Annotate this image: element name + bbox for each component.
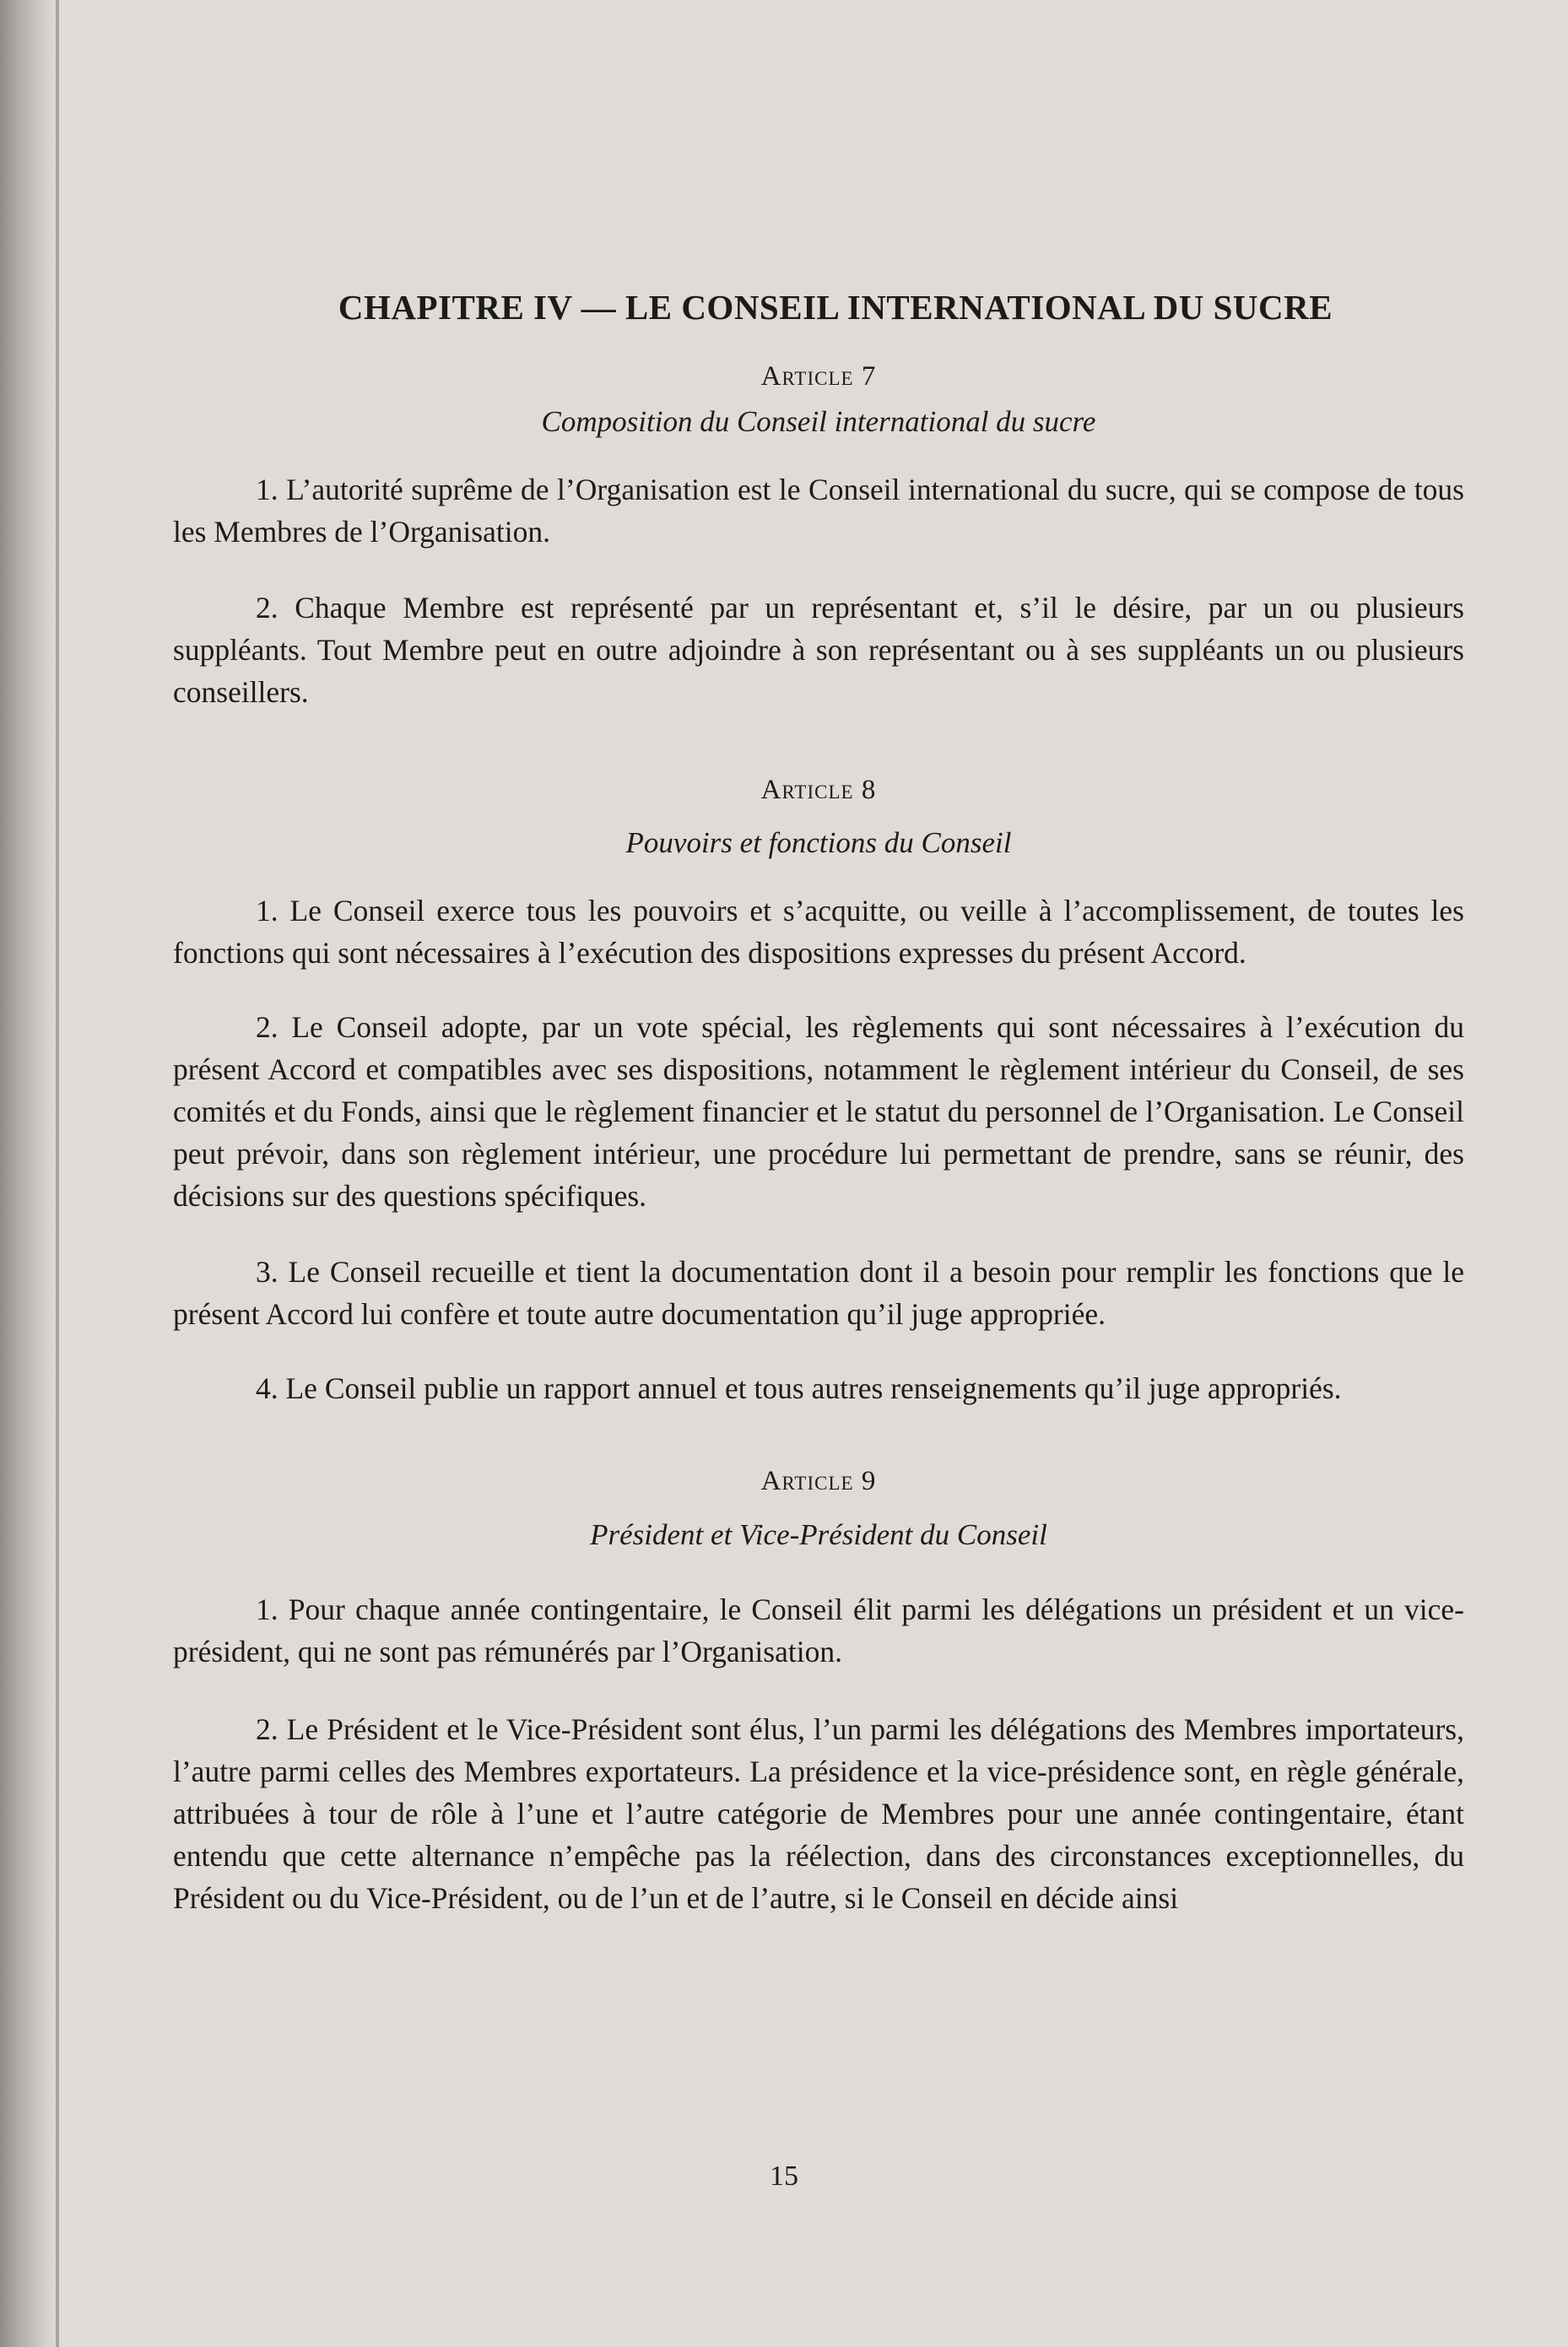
paragraph: 2. Chaque Membre est représenté par un représentant et, s’il le désire, par un ou plusieurs suppléants. Tout Membre peut en outre adjoindre à son représentant ou à ses suppléants un ou plusieurs conseillers.	[173, 590, 1464, 709]
page-gutter-shadow	[0, 0, 59, 2347]
article-9	[173, 1465, 1464, 1919]
article-subtitle: Composition du Conseil international du sucre	[541, 404, 1096, 438]
article-heading: Article 9	[760, 1466, 877, 1497]
article-subtitle: Pouvoirs et fonctions du Conseil	[625, 826, 1012, 860]
article-8	[173, 774, 1464, 1410]
paragraph: 1. Le Conseil exerce tous les pouvoirs et s’acquitte, ou veille à l’accomplissement, de toutes les fonctions qui sont nécessaires à l’exécution des dispositions expresses du présent Accord.	[173, 894, 1464, 971]
paragraph: 1. L’autorité suprême de l’Organisation est le Conseil international du sucre, qui se compose de tous les Membres de l’Organisation.	[173, 472, 1464, 549]
page-edge	[56, 0, 59, 2347]
article-subtitle: Président et Vice-Président du Conseil	[590, 1517, 1047, 1551]
article-7	[173, 360, 1464, 713]
chapter-title: CHAPITRE IV — LE CONSEIL INTERNATIONAL DU SUCRE	[338, 288, 1333, 327]
article-heading: Article 7	[760, 361, 877, 392]
paragraph: 2. Le Conseil adopte, par un vote spécial, les règlements qui sont nécessaires à l’exécution du présent Accord et compatibles avec ses dispositions, notamment le règlement intérieur du Conseil, de ses comités et du Fonds, ainsi que le règlement financier et le statut du personnel de l’Organisation. Le Conseil peut prévoir, dans son règlement intérieur, une procédure lui permettant de prendre, sans se réunir, des décisions sur des questions spécifiques.	[173, 1010, 1464, 1214]
article-heading: Article 8	[760, 774, 877, 805]
page-number: 15	[770, 2160, 798, 2192]
paragraph: 2. Le Président et le Vice-Président sont élus, l’un parmi les délégations des Membres importateurs, l’autre parmi celles des Membres exportateurs. La présidence et la vice-présidence sont, en règle générale, attribuées à tour de rôle à l’une et l’autre catégorie de Membres pour une année contingentaire, étant entendu que cette alternance n’empêche pas la réélection, dans des circonstances exceptionnelles, du Président ou du Vice-Président, ou de l’un et de l’autre, si le Conseil en décide ainsi	[173, 1712, 1464, 1915]
paragraph: 1. Pour chaque année contingentaire, le Conseil élit parmi les délégations un président et un vice-président, qui ne sont pas rémunérés par l’Organisation.	[173, 1592, 1464, 1668]
document-body	[173, 287, 1464, 1919]
paragraph: 3. Le Conseil recueille et tient la documentation dont il a besoin pour remplir les fonctions que le présent Accord lui confère et toute autre documentation qu’il juge appropriée.	[173, 1255, 1464, 1332]
paragraph: 4. Le Conseil publie un rapport annuel et tous autres renseignements qu’il juge appropriés.	[256, 1371, 1342, 1406]
